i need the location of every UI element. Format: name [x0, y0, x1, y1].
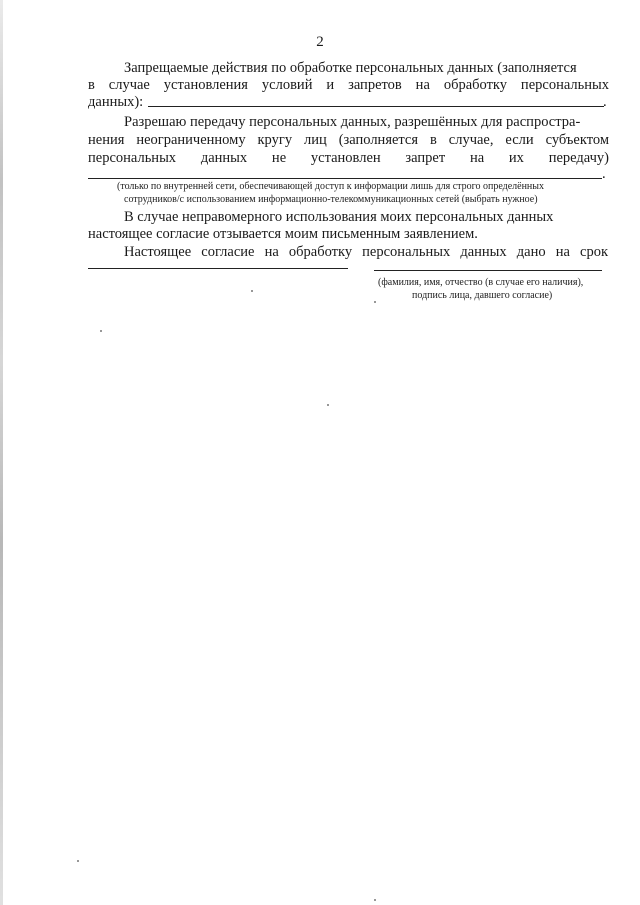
- p1-fill-line[interactable]: [148, 106, 604, 107]
- p2-line3: персональных данных не установлен запрет на их передачу): [88, 150, 609, 166]
- scan-speck: [77, 860, 79, 862]
- p2-hint-line2: сотрудников/с использованием информационно-телекоммуникационных сетей (выбрать нужное): [124, 194, 538, 205]
- p2-line2: нения неограниченному кругу лиц (заполняется в случае, если субъектом: [88, 132, 609, 148]
- p1-line2: в случае установления условий и запретов на обработку персональных: [88, 77, 609, 93]
- p2-fill-line[interactable]: [88, 178, 602, 179]
- scan-speck: [327, 404, 329, 406]
- scan-speck: [251, 290, 253, 292]
- signature-caption-line2: подпись лица, давшего согласие): [412, 290, 553, 301]
- signature-caption-line1: (фамилия, имя, отчество (в случае его наличия),: [378, 277, 584, 288]
- p2-line1: Разрешаю передачу персональных данных, разрешённых для распростра-: [124, 114, 581, 130]
- p1-line3-end: .: [603, 94, 607, 110]
- p4-line1: Настоящее согласие на обработку персональных данных дано на срок: [124, 244, 608, 260]
- p3-line2: настоящее согласие отзывается моим письменным заявлением.: [88, 226, 478, 242]
- scan-speck: [100, 330, 102, 332]
- signature-line[interactable]: [374, 270, 602, 271]
- scan-speck: [374, 899, 376, 901]
- p2-line4-end: .: [602, 166, 606, 182]
- scan-edge-shadow: [0, 0, 3, 905]
- page-number: 2: [316, 34, 324, 50]
- p1-line3: данных):: [88, 94, 144, 110]
- scan-speck: [374, 301, 376, 303]
- p2-hint-line1: (только по внутренней сети, обеспечивающей доступ к информации лишь для строго определённых: [117, 181, 545, 192]
- p3-line1: В случае неправомерного использования моих персональных данных: [124, 209, 554, 225]
- term-fill-line[interactable]: [88, 268, 348, 269]
- p1-line1: Запрещаемые действия по обработке персональных данных (заполняется: [124, 60, 577, 76]
